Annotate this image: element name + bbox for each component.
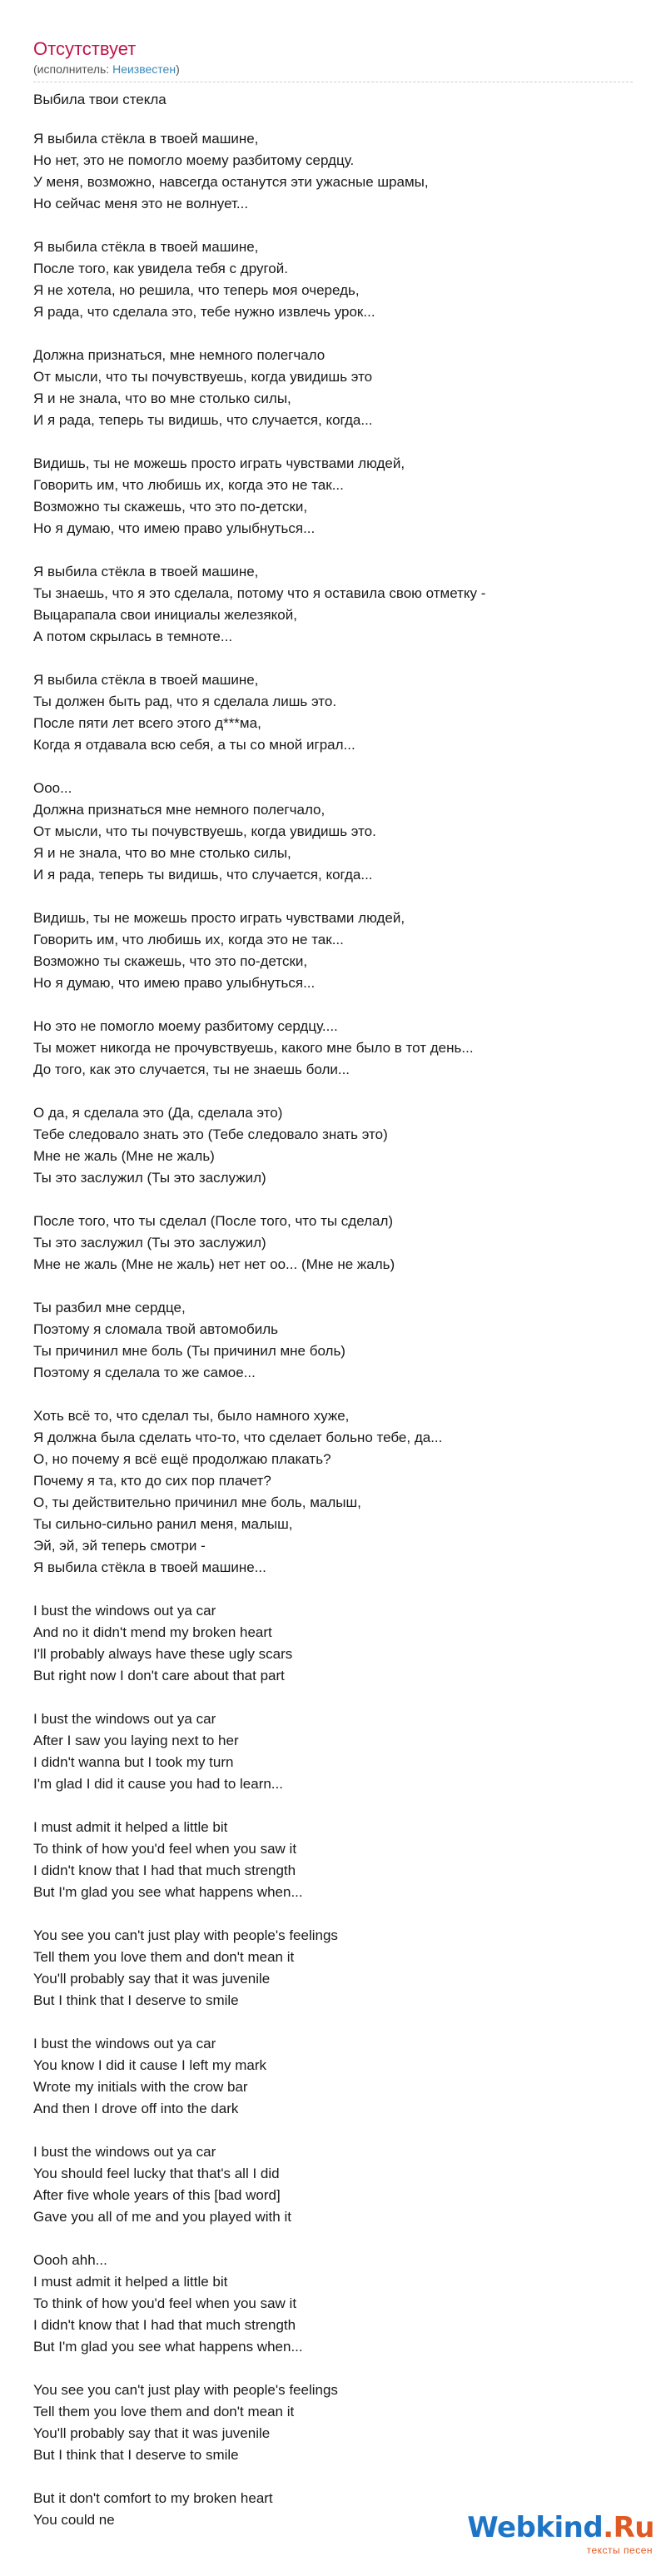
artist-link[interactable]: Неизвестен [112, 62, 176, 76]
lyric-stanza [33, 561, 633, 648]
lyric-line: You should feel lucky that that's all I did [33, 2166, 280, 2181]
lyric-line: I didn't know that I had that much strength [33, 2317, 296, 2333]
lyric-line: I'm glad I did it cause you had to learn... [33, 1776, 283, 1792]
lyric-line: Ооо... [33, 780, 72, 796]
lyric-line: I must admit it helped a little bit [33, 2274, 228, 2290]
lyric-stanza [33, 1925, 633, 2012]
lyric-line: But I'm glad you see what happens when... [33, 1884, 303, 1900]
lyric-line: I'll probably always have these ugly scars [33, 1646, 293, 1662]
lyric-stanza [33, 1016, 633, 1081]
lyric-line: После того, как увидела тебя с другой. [33, 261, 288, 276]
lyric-line: После того, что ты сделал (После того, что ты сделал) [33, 1213, 394, 1229]
lyric-line: You see you can't just play with people's feelings [33, 1927, 338, 1943]
lyric-line: Тебе следовало знать это (Тебе следовало знать это) [33, 1126, 388, 1142]
lyric-line: I bust the windows out ya car [33, 2036, 216, 2051]
lyric-line: Выцарапала свои инициалы железякой, [33, 607, 297, 623]
brand-tagline: тексты песен [586, 2544, 653, 2556]
lyric-line: Поэтому я сделала то же самое... [33, 1365, 256, 1380]
lyric-line: I didn't wanna but I took my turn [33, 1754, 234, 1770]
lyric-line: Я и не знала, что во мне столько силы, [33, 845, 291, 861]
performer-prefix: (исполнитель: [33, 62, 113, 76]
lyric-line: О да, я сделала это (Да, сделала это) [33, 1105, 283, 1121]
lyric-line: От мысли, что ты почувствуешь, когда увидишь это. [33, 823, 376, 839]
lyric-line: Ты причинил мне боль (Ты причинил мне боль) [33, 1343, 345, 1359]
lyric-stanza [33, 2141, 633, 2228]
lyric-line: Ты должен быть рад, что я сделала лишь это. [33, 694, 337, 709]
lyric-line: Говорить им, что любишь их, когда это не так... [33, 932, 344, 947]
lyric-line: Эй, эй, эй теперь смотри - [33, 1538, 206, 1554]
lyric-line: О, но почему я всё ещё продолжаю плакать? [33, 1451, 331, 1467]
brand-main: Webkind [467, 2511, 604, 2544]
lyric-line: You'll probably say that it was juvenile [33, 2425, 271, 2441]
lyric-line: Но это не помогло моему разбитому сердцу.... [33, 1018, 338, 1034]
performer-line [33, 62, 633, 77]
lyric-line: You see you can't just play with people's feelings [33, 2382, 338, 2398]
lyric-stanza [33, 1817, 633, 1903]
song-heading: Выбила твои стекла [33, 92, 166, 107]
brand-wordmark [455, 2511, 654, 2544]
lyrics-page [33, 25, 633, 2553]
lyric-line: Но сейчас меня это не волнует... [33, 196, 249, 211]
lyric-line: You'll probably say that it was juvenile [33, 1971, 271, 1987]
lyric-line: To think of how you'd feel when you saw it [33, 1841, 297, 1857]
lyric-stanza [33, 1297, 633, 1384]
lyric-line: А потом скрылась в темноте... [33, 629, 233, 644]
lyric-line: Я должна была сделать что-то, что сделает больно тебе, да... [33, 1430, 443, 1445]
lyric-line: Поэтому я сломала твой автомобиль [33, 1321, 278, 1337]
lyric-line: Я выбила стёкла в твоей машине, [33, 131, 259, 147]
lyric-line: Tell them you love them and don't mean it [33, 2404, 295, 2419]
lyric-line: Ты это заслужил (Ты это заслужил) [33, 1170, 266, 1186]
lyric-line: Возможно ты скажешь, что это по-детски, [33, 499, 308, 515]
lyric-line: Ты разбил мне сердце, [33, 1300, 186, 1315]
lyric-line: Я и не знала, что во мне столько силы, [33, 390, 291, 406]
lyric-line: Я не хотела, но решила, что теперь моя очередь, [33, 282, 360, 298]
lyric-line: Но я думаю, что имею право улыбнуться... [33, 975, 316, 991]
lyric-line: To think of how you'd feel when you saw it [33, 2295, 297, 2311]
lyric-line: After five whole years of this [bad word] [33, 2187, 281, 2203]
site-logo[interactable] [455, 2511, 654, 2569]
lyric-stanza [33, 1102, 633, 1189]
lyric-stanza [33, 2033, 633, 2120]
lyric-line: Я выбила стёкла в твоей машине, [33, 564, 259, 579]
lyric-line: У меня, возможно, навсегда останутся эти ужасные шрамы, [33, 174, 429, 190]
lyric-line: And no it didn't mend my broken heart [33, 1624, 272, 1640]
lyric-line: До того, как это случается, ты не знаешь боли... [33, 1062, 350, 1077]
lyric-stanza [33, 1600, 633, 1687]
lyric-line: Gave you all of me and you played with it [33, 2209, 291, 2225]
lyric-line: You could ne [33, 2512, 115, 2528]
lyric-line: Ты это заслужил (Ты это заслужил) [33, 1235, 266, 1251]
lyric-line: Видишь, ты не можешь просто играть чувствами людей, [33, 910, 405, 926]
lyric-line: I bust the windows out ya car [33, 1603, 216, 1619]
lyric-stanza [33, 236, 633, 323]
lyric-line: I bust the windows out ya car [33, 2144, 216, 2160]
lyric-line: Я выбила стёкла в твоей машине, [33, 672, 259, 688]
lyric-line: Хоть всё то, что сделал ты, было намного хуже, [33, 1408, 350, 1424]
lyric-line: Мне не жаль (Мне не жаль) [33, 1148, 215, 1164]
brand-suffix: .Ru [603, 2511, 654, 2544]
lyric-line: But I think that I deserve to smile [33, 2447, 239, 2463]
lyric-stanza [33, 778, 633, 886]
lyric-stanza [33, 1211, 633, 1276]
lyric-line: Oooh ahh... [33, 2252, 107, 2268]
lyric-line: От мысли, что ты почувствуешь, когда увидишь это [33, 369, 373, 385]
lyric-stanza [33, 908, 633, 994]
lyric-line: And then I drove off into the dark [33, 2101, 239, 2116]
lyric-line: Должна признаться мне немного полегчало, [33, 802, 326, 818]
lyric-line: After I saw you laying next to her [33, 1733, 239, 1748]
lyric-line: Wrote my initials with the crow bar [33, 2079, 248, 2095]
lyric-line: But it don't comfort to my broken heart [33, 2490, 273, 2506]
lyric-line: Почему я та, кто до сих пор плачет? [33, 1473, 271, 1489]
page-title: Отсутствует [33, 38, 137, 59]
lyric-stanza [33, 669, 633, 756]
lyric-line: I didn't know that I had that much strength [33, 1862, 296, 1878]
lyric-line: И я рада, теперь ты видишь, что случается, когда... [33, 867, 373, 883]
lyric-line: Ты может никогда не прочувствуешь, какого мне было в тот день... [33, 1040, 474, 1056]
lyric-stanza [33, 345, 633, 431]
lyric-line: Видишь, ты не можешь просто играть чувствами людей, [33, 455, 405, 471]
lyric-stanza [33, 128, 633, 215]
lyric-stanza [33, 1405, 633, 1579]
lyric-line: Говорить им, что любишь их, когда это не так... [33, 477, 344, 493]
lyric-line: Когда я отдавала всю себя, а ты со мной играл... [33, 737, 355, 753]
lyric-line: Ты сильно-сильно ранил меня, малыш, [33, 1516, 293, 1532]
lyric-line: Ты знаешь, что я это сделала, потому что я оставила свою отметку - [33, 585, 486, 601]
lyric-line: But I think that I deserve to smile [33, 1992, 239, 2008]
lyric-line: Но нет, это не помогло моему разбитому сердцу. [33, 152, 355, 168]
lyric-line: И я рада, теперь ты видишь, что случается, когда... [33, 412, 373, 428]
lyric-line: Мне не жаль (Мне не жаль) нет нет оо... (Мне не жаль) [33, 1256, 395, 1272]
lyric-line: Должна признаться, мне немного полегчало [33, 347, 326, 363]
lyric-stanza [33, 2250, 633, 2358]
lyrics-body [33, 128, 633, 2531]
lyric-line: You know I did it cause I left my mark [33, 2057, 266, 2073]
lyric-line: Я рада, что сделала это, тебе нужно извлечь урок... [33, 304, 375, 320]
performer-suffix: ) [176, 62, 180, 76]
lyric-stanza [33, 453, 633, 540]
lyric-stanza [33, 1708, 633, 1795]
lyric-line: But right now I don't care about that part [33, 1668, 285, 1683]
lyric-line: But I'm glad you see what happens when... [33, 2339, 303, 2355]
lyric-stanza [33, 2380, 633, 2466]
lyric-line: Tell them you love them and don't mean it [33, 1949, 295, 1965]
lyric-line: I bust the windows out ya car [33, 1711, 216, 1727]
lyric-line: Я выбила стёкла в твоей машине... [33, 1559, 266, 1575]
lyric-line: После пяти лет всего этого д***ма, [33, 715, 261, 731]
lyric-line: Возможно ты скажешь, что это по-детски, [33, 953, 308, 969]
lyric-line: Но я думаю, что имею право улыбнуться... [33, 520, 316, 536]
lyric-line: Я выбила стёкла в твоей машине, [33, 239, 259, 255]
lyric-line: О, ты действительно причинил мне боль, малыш, [33, 1494, 361, 1510]
lyric-line: I must admit it helped a little bit [33, 1819, 228, 1835]
